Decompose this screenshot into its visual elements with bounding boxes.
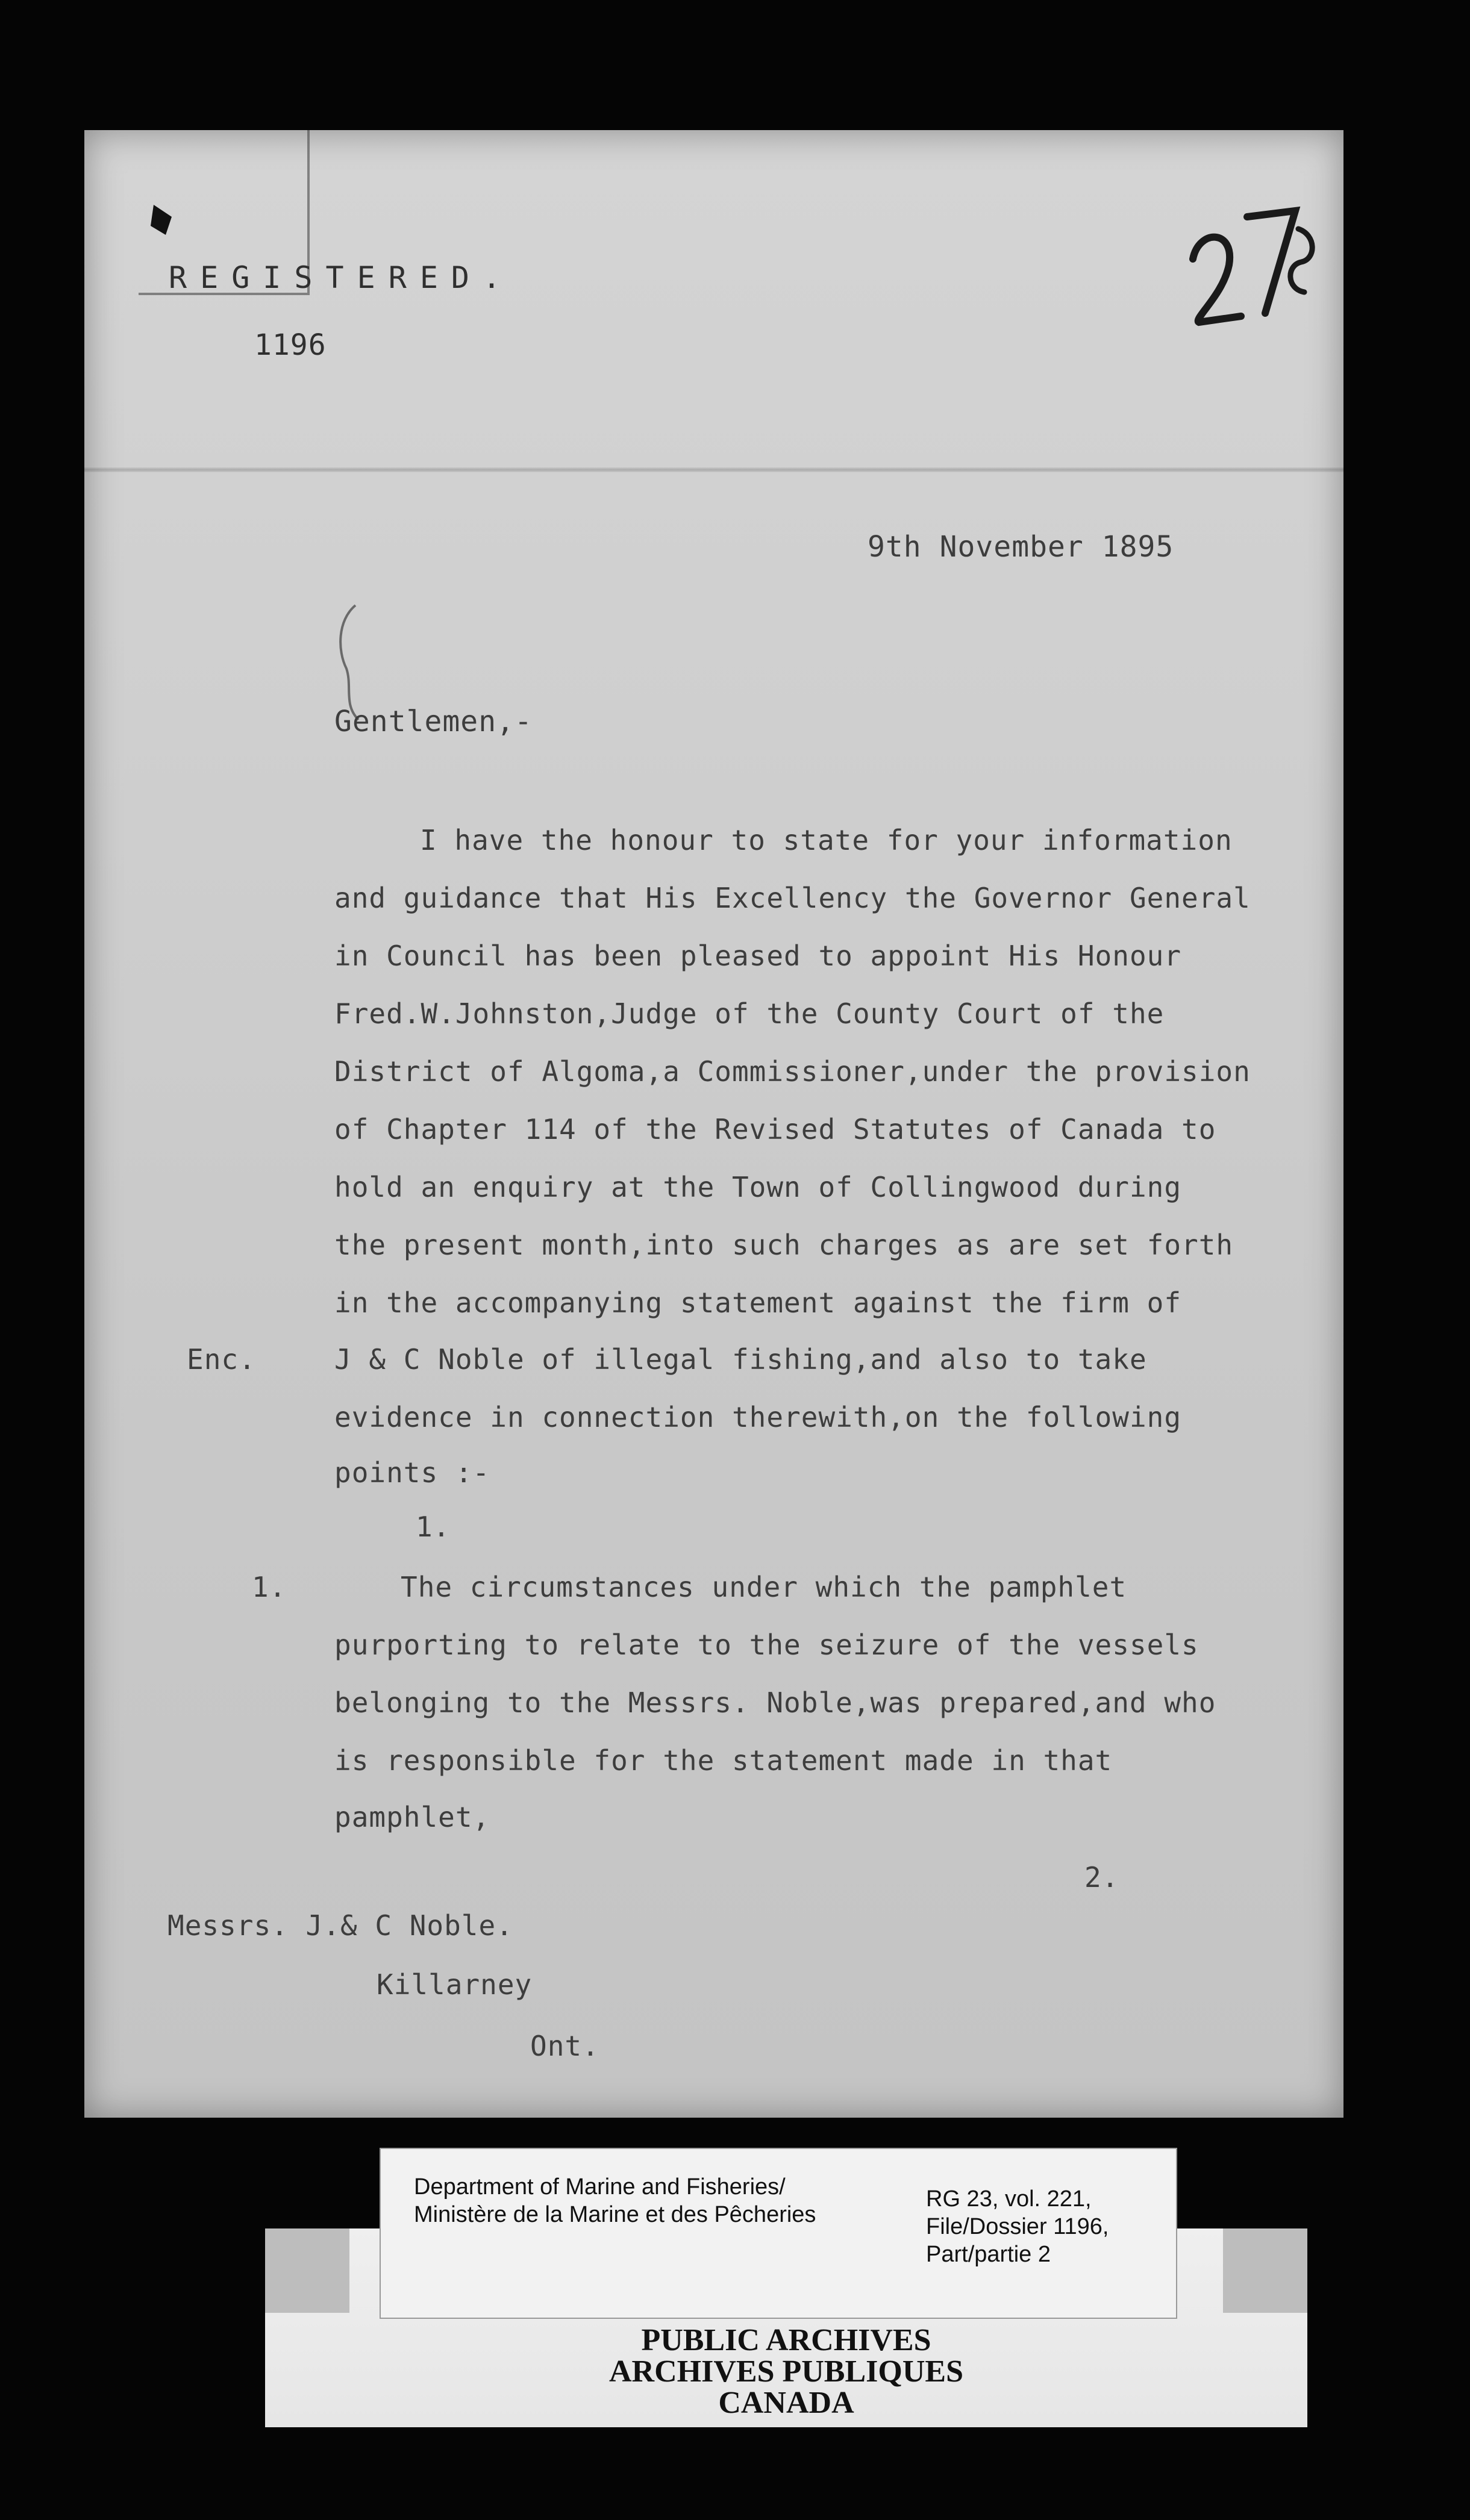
body-line: in the accompanying statement against the firm of bbox=[334, 1287, 1182, 1319]
pin-mark-icon bbox=[148, 199, 178, 241]
page-fold-line bbox=[84, 467, 1343, 472]
department-line-2: Ministère de la Marine et des Pêcheries bbox=[414, 2202, 816, 2227]
body-line: I have the honour to state for your information bbox=[420, 824, 1233, 856]
department-line-1: Department of Marine and Fisheries/ bbox=[414, 2174, 786, 2200]
body-line: Fred.W.Johnston,Judge of the County Court of the bbox=[334, 997, 1165, 1030]
clip-right-shape bbox=[1223, 2228, 1307, 2313]
enclosure-note: Enc. bbox=[187, 1343, 256, 1376]
point-header: 1. bbox=[416, 1511, 451, 1543]
body-line: evidence in connection therewith,on the following bbox=[334, 1401, 1182, 1433]
point-line: The circumstances under which the pamphlet bbox=[401, 1571, 1127, 1603]
file-number: 1196 bbox=[254, 328, 327, 362]
body-line: hold an enquiry at the Town of Collingwood during bbox=[334, 1171, 1182, 1203]
body-line: of Chapter 114 of the Revised Statutes of Canada to bbox=[334, 1113, 1216, 1146]
letter-date: 9th November 1895 bbox=[868, 530, 1174, 564]
body-line: the present month,into such charges as are set forth bbox=[334, 1229, 1234, 1261]
body-line: J & C Noble of illegal fishing,and also to take bbox=[334, 1343, 1147, 1376]
point-line: purporting to relate to the seizure of the vessels bbox=[334, 1629, 1199, 1661]
salutation: Gentlemen,- bbox=[334, 705, 533, 738]
archives-line-3: CANADA bbox=[718, 2386, 854, 2420]
body-line: points :- bbox=[334, 1456, 490, 1489]
point-line: pamphlet, bbox=[334, 1801, 490, 1833]
addressee-province: Ont. bbox=[530, 2030, 599, 2062]
registered-stamp: REGISTERED. bbox=[169, 260, 514, 295]
body-line: and guidance that His Excellency the Governor General bbox=[334, 882, 1251, 914]
archive-reference-label bbox=[380, 2148, 1177, 2319]
body-line: in Council has been pleased to appoint His Honour bbox=[334, 940, 1182, 972]
point-line: belonging to the Messrs. Noble,was prepared,and who bbox=[334, 1686, 1216, 1719]
point-margin-number: 1. bbox=[252, 1571, 287, 1603]
department-name bbox=[414, 2173, 816, 2228]
body-line: District of Algoma,a Commissioner,under the provision bbox=[334, 1055, 1251, 1088]
addressee-name: Messrs. J.& C Noble. bbox=[167, 1909, 513, 1942]
archives-line-2: ARCHIVES PUBLIQUES bbox=[608, 2354, 964, 2389]
reference-line-1: RG 23, vol. 221, bbox=[926, 2186, 1092, 2212]
reference-line-3: Part/partie 2 bbox=[926, 2242, 1051, 2267]
next-page-number: 2. bbox=[1084, 1861, 1119, 1894]
point-line: is responsible for the statement made in that bbox=[334, 1744, 1113, 1777]
clip-left-shape bbox=[265, 2228, 349, 2313]
reference-line-2: File/Dossier 1196, bbox=[926, 2214, 1109, 2239]
reference-number bbox=[926, 2185, 1109, 2268]
handwritten-folio-number bbox=[1181, 193, 1319, 337]
archives-line-1: PUBLIC ARCHIVES bbox=[641, 2323, 931, 2357]
addressee-place: Killarney bbox=[377, 1968, 533, 2001]
